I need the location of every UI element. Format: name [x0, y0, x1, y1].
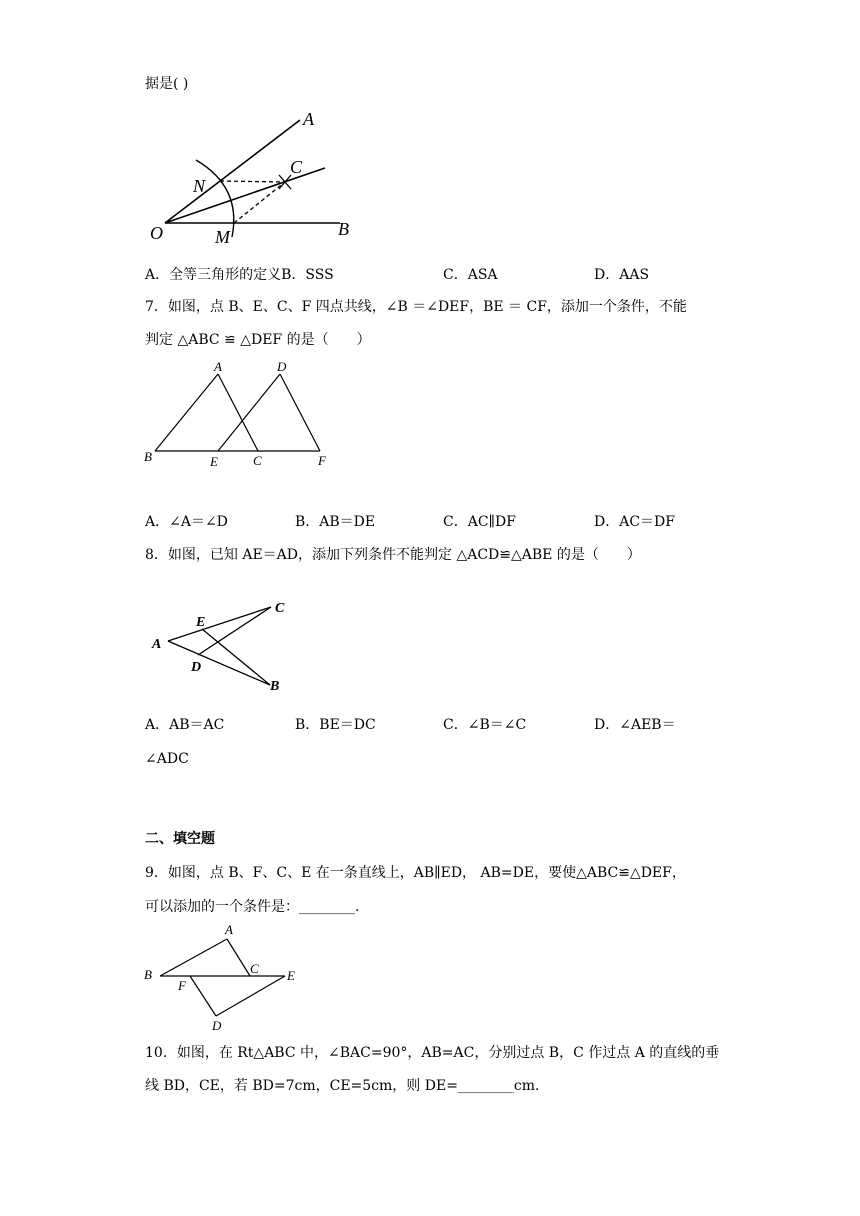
- question-7-line2: 判定 △ABC ≌ △DEF 的是（ ）: [145, 332, 371, 348]
- label-F: F: [178, 978, 186, 993]
- figure-angle-bisector: [140, 105, 370, 247]
- label-N: N: [193, 176, 206, 196]
- label-M: M: [215, 227, 230, 247]
- label-E: E: [210, 454, 218, 469]
- question-9-line1: 9．如图，点 B、F、C、E 在一条直线上，AB∥ED， AB=DE，要使△ABC≌△DEF，: [145, 865, 686, 881]
- figure-crossed-triangles: [140, 590, 300, 700]
- label-C: C: [275, 601, 285, 616]
- label-B: B: [144, 967, 152, 982]
- label-A: A: [214, 359, 222, 374]
- label-A: A: [303, 109, 314, 129]
- label-F: F: [318, 453, 326, 468]
- label-D: D: [277, 359, 287, 374]
- label-E: E: [287, 968, 295, 983]
- figure-two-triangles: [140, 358, 340, 473]
- q6-option-c: C．ASA: [443, 267, 498, 283]
- q7-option-d: D．AC＝DF: [594, 514, 675, 530]
- question-10-line1: 10．如图，在 Rt△ABC 中，∠BAC=90°，AB=AC，分别过点 B，C 作过点 A 的直线的垂: [145, 1045, 720, 1061]
- question-10-line2: 线 BD，CE，若 BD=7cm，CE=5cm，则 DE=________cm．: [145, 1078, 550, 1094]
- q8-option-d: D．∠AEB＝: [594, 717, 676, 733]
- label-C: C: [290, 157, 303, 177]
- q6-option-a-b: A．全等三角形的定义B．SSS: [145, 267, 334, 283]
- section-title: 二、填空题: [145, 831, 215, 847]
- label-D: D: [191, 660, 202, 675]
- label-D: D: [212, 1018, 222, 1033]
- q8-option-d-wrap: ∠ADC: [145, 751, 189, 767]
- label-C: C: [250, 961, 259, 976]
- label-C: C: [253, 453, 262, 468]
- label-B: B: [338, 219, 349, 239]
- q8-option-b: B．BE＝DC: [295, 717, 376, 733]
- question-9-line2: 可以添加的一个条件是：________．: [145, 899, 369, 915]
- q7-option-b: B．AB＝DE: [295, 514, 376, 530]
- figure-parallel-triangles: [140, 920, 310, 1035]
- label-E: E: [196, 615, 206, 630]
- label-O: O: [150, 223, 163, 243]
- question-7-line1: 7．如图，点 B、E、C、F 四点共线，∠B ＝∠DEF，BE ＝ CF，添加一个条件，不能: [145, 299, 687, 315]
- label-A: A: [225, 922, 233, 937]
- label-B: B: [270, 679, 280, 694]
- label-B: B: [144, 449, 152, 464]
- q8-option-a: A．AB＝AC: [145, 717, 225, 733]
- label-A: A: [152, 637, 162, 652]
- question-8-line1: 8．如图，已知 AE＝AD，添加下列条件不能判定 △ACD≌△ABE 的是（ ）: [145, 547, 641, 563]
- question-6-tail: 据是( ): [145, 76, 189, 92]
- q7-option-c: C．AC∥DF: [443, 514, 516, 530]
- q7-option-a: A．∠A＝∠D: [145, 514, 228, 530]
- q6-option-d: D．AAS: [594, 267, 650, 283]
- q8-option-c: C．∠B＝∠C: [443, 717, 527, 733]
